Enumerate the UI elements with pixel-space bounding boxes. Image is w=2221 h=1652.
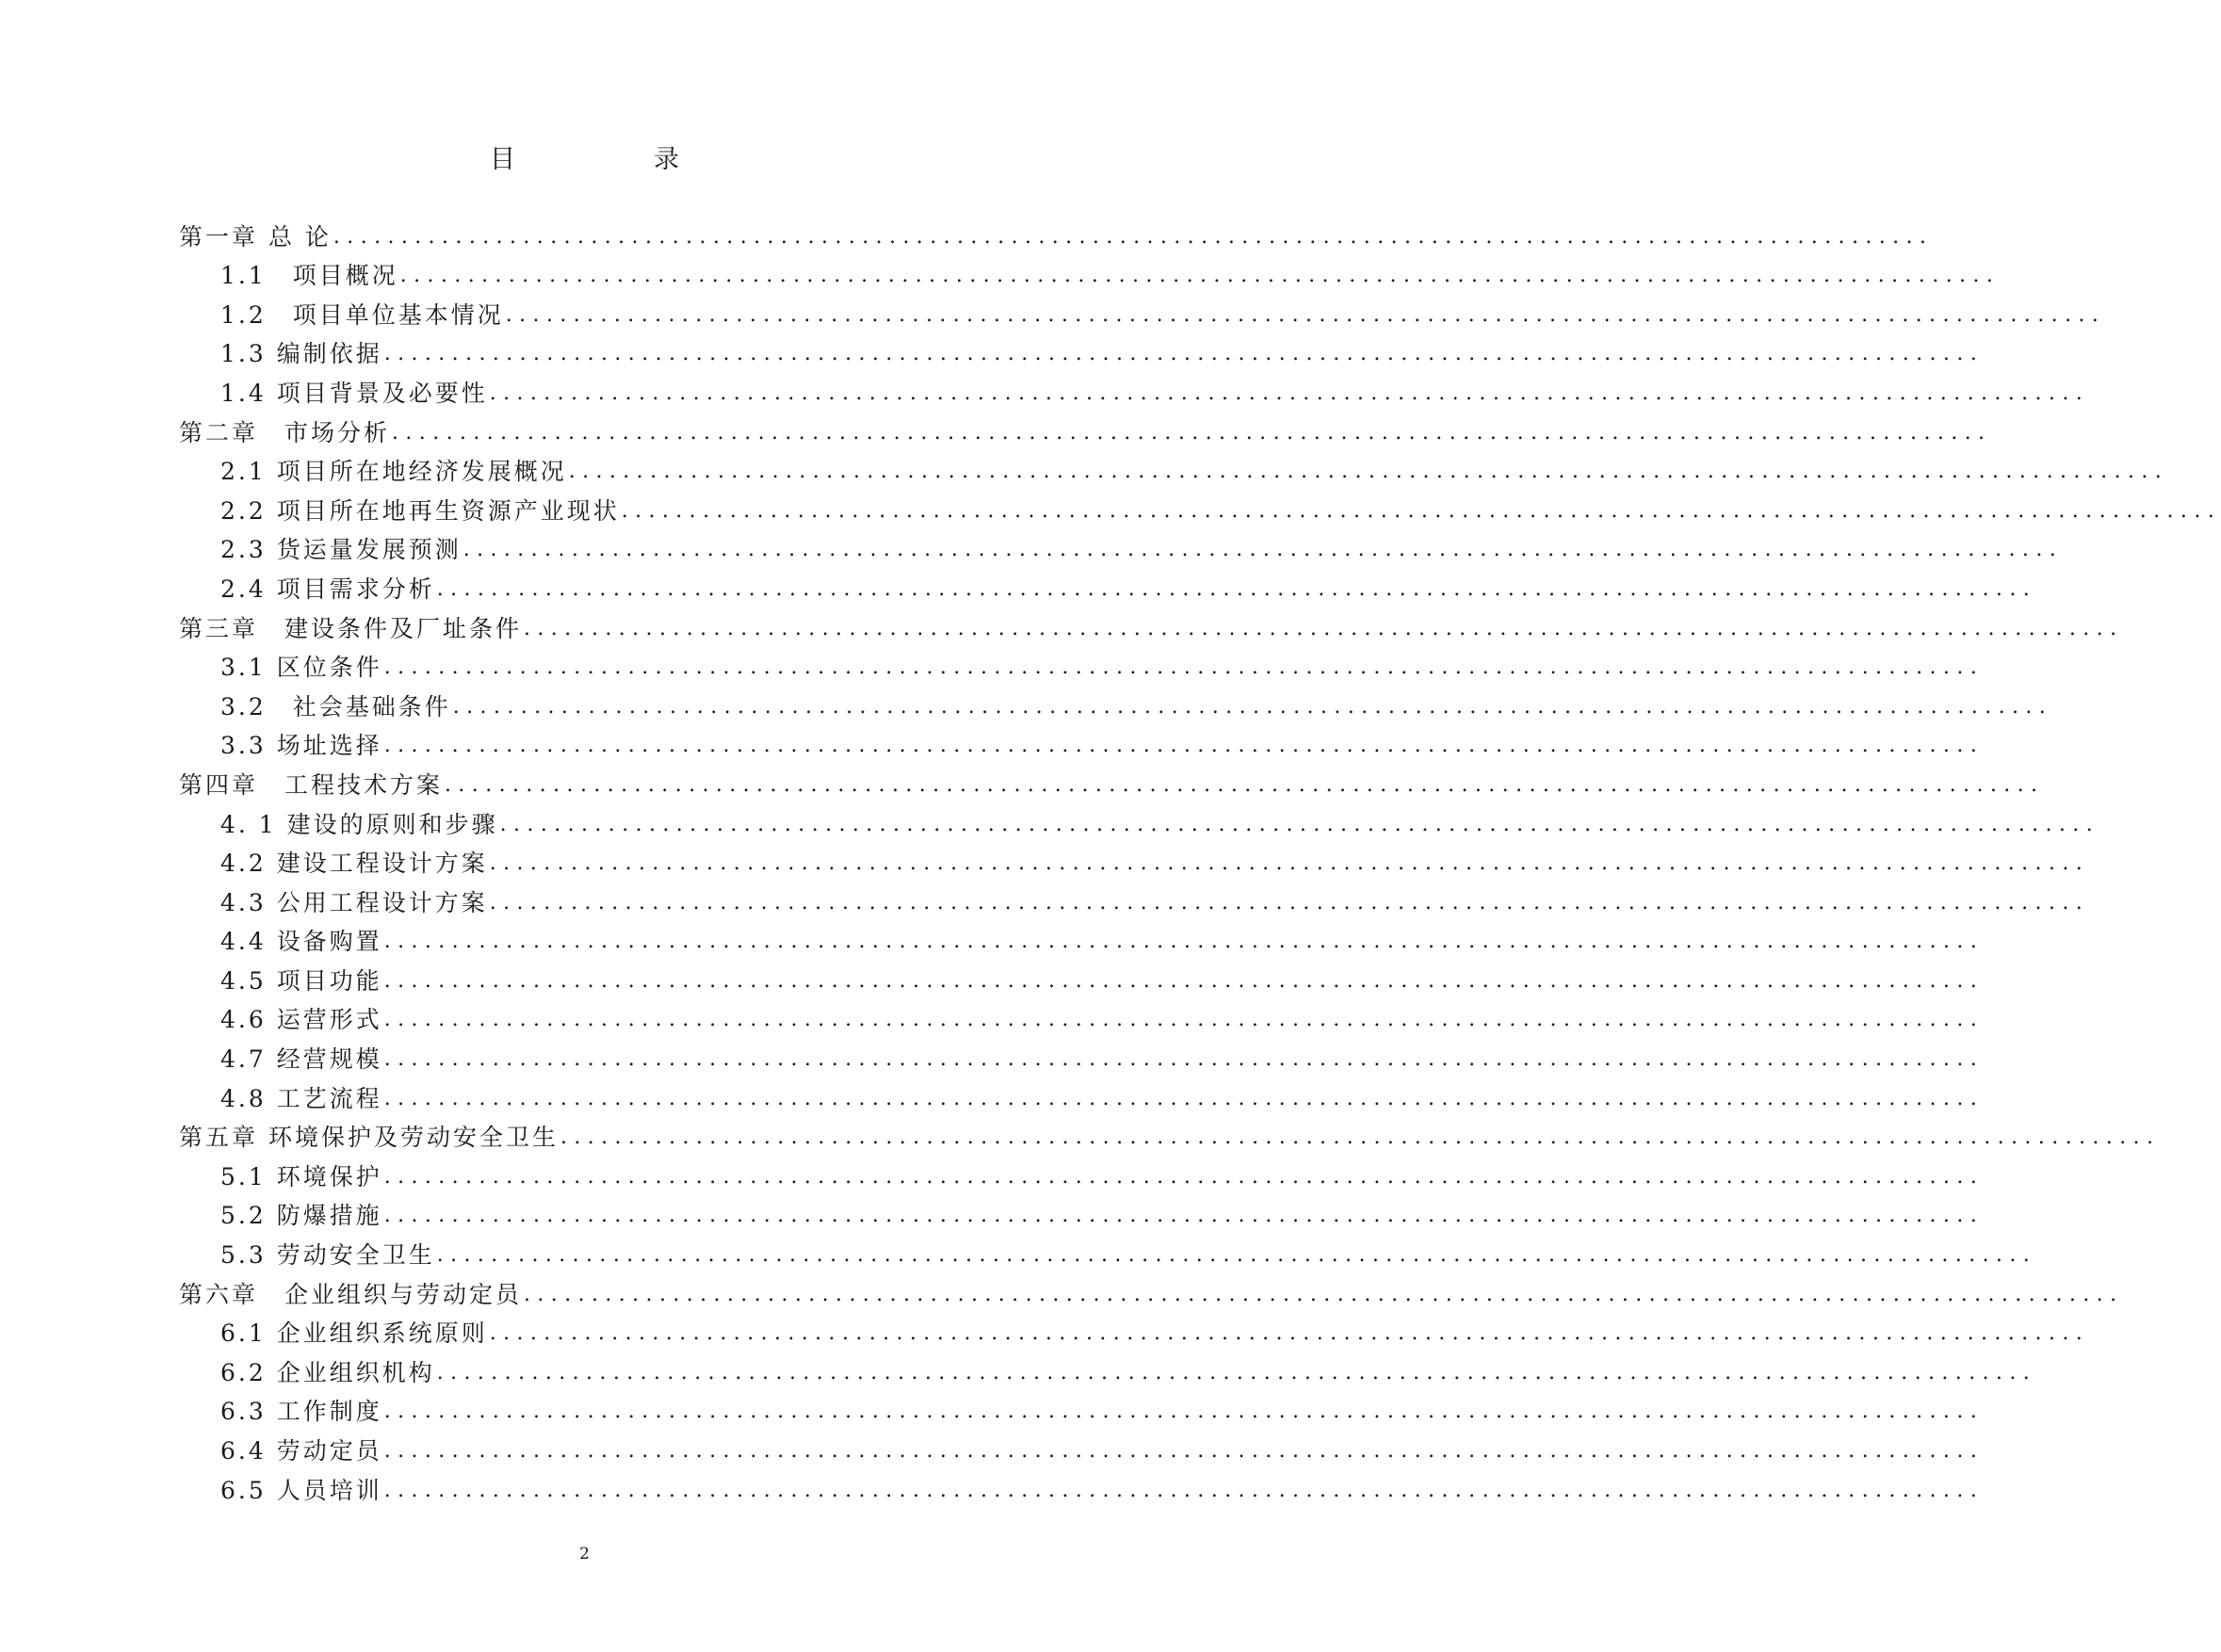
toc-dot-leader: ......................................................................................................................: [445, 772, 2045, 797]
toc-dot-leader: ......................................................................................................................: [452, 694, 2053, 719]
toc-entry-text: 第三章 建设条件及厂址条件: [179, 614, 523, 642]
toc-entry-text: 1.1 项目概况: [220, 262, 398, 290]
toc-dot-leader: ......................................................................................................................: [383, 968, 1985, 993]
toc-entry-text: 5.2 防爆措施: [220, 1202, 382, 1230]
toc-dot-leader: ......................................................................................................................: [332, 224, 1934, 249]
toc-chapter-entry[interactable]: [179, 214, 1934, 253]
toc-entry-text: 4.7 经营规模: [220, 1045, 382, 1074]
toc-entry-text: 4.5 项目功能: [220, 966, 382, 995]
toc-section-entry[interactable]: [179, 488, 2221, 527]
toc-section-entry[interactable]: [179, 880, 2090, 919]
toc-dot-leader: ......................................................................................................................: [489, 1321, 2090, 1346]
toc-dot-leader: ......................................................................................................................: [383, 1047, 1985, 1072]
toc-dot-leader: ......................................................................................................................: [559, 1126, 2161, 1150]
toc-section-entry[interactable]: [179, 370, 2090, 410]
toc-entry-text: 2.2 项目所在地再生资源产业现状: [220, 496, 620, 525]
toc-section-entry[interactable]: [179, 527, 2064, 567]
toc-entry-text: 3.1 区位条件: [220, 654, 382, 682]
toc-section-entry[interactable]: [179, 332, 1985, 371]
toc-section-entry[interactable]: [179, 1428, 1985, 1467]
toc-entry-text: 1.2 项目单位基本情况: [220, 300, 504, 329]
toc-dot-leader: ......................................................................................................................: [489, 890, 2090, 915]
toc-section-entry[interactable]: [179, 292, 2106, 332]
toc-dot-leader: ......................................................................................................................: [383, 656, 1985, 680]
toc-entry-text: 1.4 项目背景及必要性: [220, 379, 488, 407]
toc-entry-text: 第一章 总 论: [179, 222, 332, 251]
toc-dot-leader: ......................................................................................................................: [489, 851, 2090, 876]
toc-entry-text: 第六章 企业组织与劳动定员: [179, 1280, 523, 1308]
toc-dot-leader: ......................................................................................................................: [621, 498, 2221, 523]
toc-section-entry[interactable]: [179, 1350, 2037, 1389]
toc-entry-text: 3.2 社会基础条件: [220, 692, 451, 721]
toc-dot-leader: ......................................................................................................................: [499, 812, 2100, 836]
toc-section-entry[interactable]: [179, 1389, 1985, 1429]
toc-dot-leader: ......................................................................................................................: [436, 576, 2037, 601]
toc-section-entry[interactable]: [179, 684, 2053, 723]
toc-section-entry[interactable]: [179, 997, 1985, 1037]
toc-dot-leader: ......................................................................................................................: [383, 1439, 1985, 1463]
toc-section-entry[interactable]: [179, 566, 2037, 606]
toc-dot-leader: ......................................................................................................................: [383, 1164, 1985, 1189]
toc-entry-text: 4.4 设备购置: [220, 928, 382, 956]
toc-chapter-entry[interactable]: [179, 762, 2045, 802]
toc-section-entry[interactable]: [179, 1311, 2090, 1351]
toc-dot-leader: ......................................................................................................................: [383, 1086, 1985, 1110]
toc-dot-leader: ......................................................................................................................: [505, 302, 2106, 327]
toc-dot-leader: ......................................................................................................................: [383, 930, 1985, 954]
toc-entry-text: 6.1 企业组织系统原则: [220, 1320, 488, 1348]
toc-section-entry[interactable]: [179, 1232, 2037, 1271]
toc-list: [179, 214, 2221, 1507]
toc-section-entry[interactable]: [179, 1193, 1985, 1233]
toc-dot-leader: ......................................................................................................................: [568, 460, 2169, 484]
toc-chapter-entry[interactable]: [179, 606, 2124, 645]
toc-section-entry[interactable]: [179, 449, 2169, 489]
toc-entry-text: 6.4 劳动定员: [220, 1437, 382, 1465]
toc-entry-text: 6.2 企业组织机构: [220, 1358, 435, 1386]
toc-dot-leader: ......................................................................................................................: [436, 1360, 2037, 1385]
toc-section-entry[interactable]: [179, 1036, 1985, 1076]
toc-section-entry[interactable]: [179, 841, 2090, 881]
toc-entry-text: 6.5 人员培训: [220, 1476, 382, 1504]
toc-entry-text: 4.6 运营形式: [220, 1006, 382, 1034]
toc-dot-leader: ......................................................................................................................: [524, 616, 2124, 640]
toc-entry-text: 5.3 劳动安全卫生: [220, 1241, 435, 1270]
toc-entry-text: 5.1 环境保护: [220, 1162, 382, 1190]
toc-entry-text: 2.4 项目需求分析: [220, 575, 435, 603]
toc-section-entry[interactable]: [179, 919, 1985, 959]
toc-entry-text: 4.8 工艺流程: [220, 1084, 382, 1112]
toc-dot-leader: ......................................................................................................................: [524, 1282, 2124, 1306]
toc-dot-leader: ......................................................................................................................: [383, 734, 1985, 758]
toc-entry-text: 2.3 货运量发展预测: [220, 536, 462, 564]
toc-entry-text: 第二章 市场分析: [179, 418, 391, 446]
toc-section-entry[interactable]: [179, 1467, 1985, 1507]
toc-section-entry[interactable]: [179, 645, 1985, 685]
toc-entry-text: 4.3 公用工程设计方案: [220, 888, 488, 916]
toc-dot-leader: ......................................................................................................................: [383, 1204, 1985, 1228]
toc-dot-leader: ......................................................................................................................: [383, 342, 1985, 366]
toc-chapter-entry[interactable]: [179, 1271, 2124, 1311]
toc-dot-leader: ......................................................................................................................: [436, 1243, 2037, 1268]
toc-chapter-entry[interactable]: [179, 1115, 2161, 1155]
toc-entry-text: 1.3 编制依据: [220, 340, 382, 368]
toc-section-entry[interactable]: [179, 958, 1985, 997]
toc-dot-leader: ......................................................................................................................: [383, 1478, 1985, 1502]
toc-dot-leader: ......................................................................................................................: [489, 381, 2090, 405]
toc-entry-text: 4.2 建设工程设计方案: [220, 850, 488, 878]
page-number: 2: [579, 1545, 590, 1563]
toc-dot-leader: ......................................................................................................................: [399, 264, 2001, 288]
toc-entry-text: 第四章 工程技术方案: [179, 770, 444, 799]
toc-title: 目 录: [490, 145, 736, 174]
toc-dot-leader: ......................................................................................................................: [392, 420, 1992, 445]
toc-dot-leader: ......................................................................................................................: [462, 538, 2064, 562]
toc-section-entry[interactable]: [179, 723, 1985, 763]
toc-entry-text: 6.3 工作制度: [220, 1398, 382, 1426]
toc-entry-text: 3.3 场址选择: [220, 732, 382, 760]
toc-entry-text: 4. 1 建设的原则和步骤: [220, 810, 498, 838]
toc-entry-text: 第五章 环境保护及劳动安全卫生: [179, 1124, 559, 1152]
toc-entry-text: 2.1 项目所在地经济发展概况: [220, 458, 567, 486]
toc-section-entry[interactable]: [179, 253, 2001, 293]
toc-section-entry[interactable]: [179, 1076, 1985, 1115]
toc-dot-leader: ......................................................................................................................: [383, 1400, 1985, 1424]
toc-section-entry[interactable]: [179, 1154, 1985, 1193]
toc-chapter-entry[interactable]: [179, 410, 1992, 449]
toc-dot-leader: ......................................................................................................................: [383, 1008, 1985, 1032]
toc-section-entry[interactable]: [179, 802, 2100, 841]
